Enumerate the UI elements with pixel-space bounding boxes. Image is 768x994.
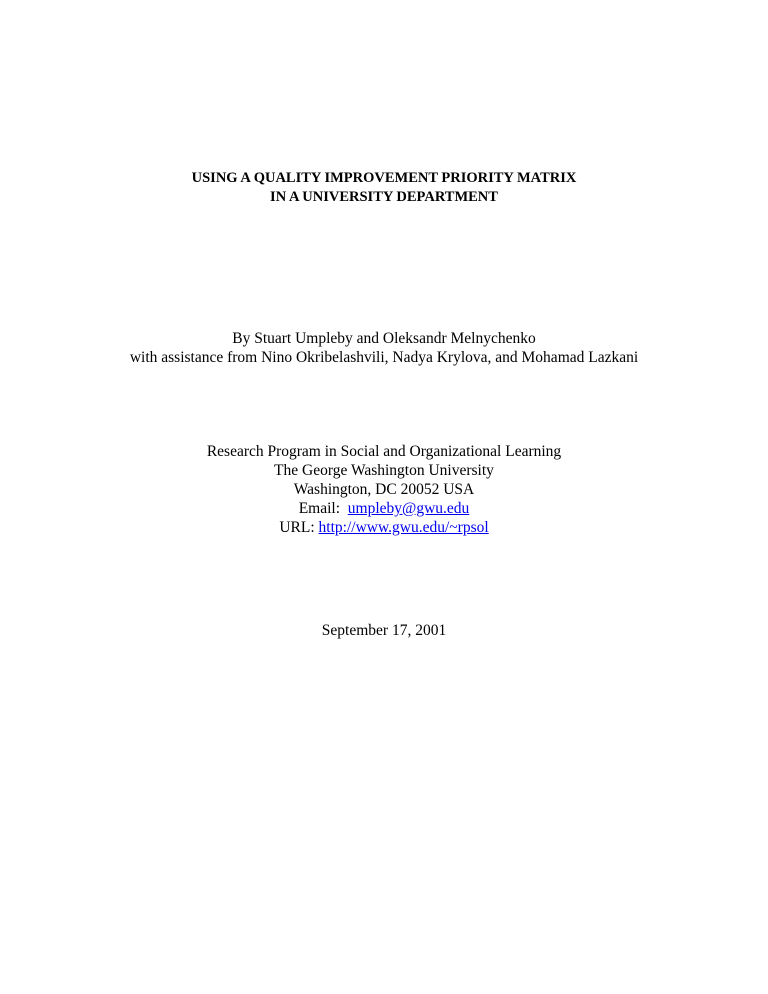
email-link[interactable]: umpleby@gwu.edu: [347, 500, 470, 517]
email-line: [0, 500, 768, 518]
author-byline: By Stuart Umpleby and Oleksandr Melnychenko: [232, 330, 536, 347]
title-line-1: USING A QUALITY IMPROVEMENT PRIORITY MATRIX: [191, 170, 577, 186]
url-line: [0, 519, 768, 537]
title-line-2: IN A UNIVERSITY DEPARTMENT: [270, 189, 498, 205]
author-assistance: with assistance from Nino Okribelashvili, Nadya Krylova, and Mohamad Lazkani: [129, 349, 639, 366]
affiliation-program: Research Program in Social and Organizational Learning: [206, 443, 562, 460]
document-date: September 17, 2001: [321, 622, 447, 639]
email-label: Email:: [298, 500, 348, 517]
url-link[interactable]: http://www.gwu.edu/~rpsol: [318, 519, 489, 536]
url-label: URL:: [279, 519, 319, 536]
affiliation-city: Washington, DC 20052 USA: [293, 481, 475, 498]
affiliation-university: The George Washington University: [274, 462, 494, 479]
